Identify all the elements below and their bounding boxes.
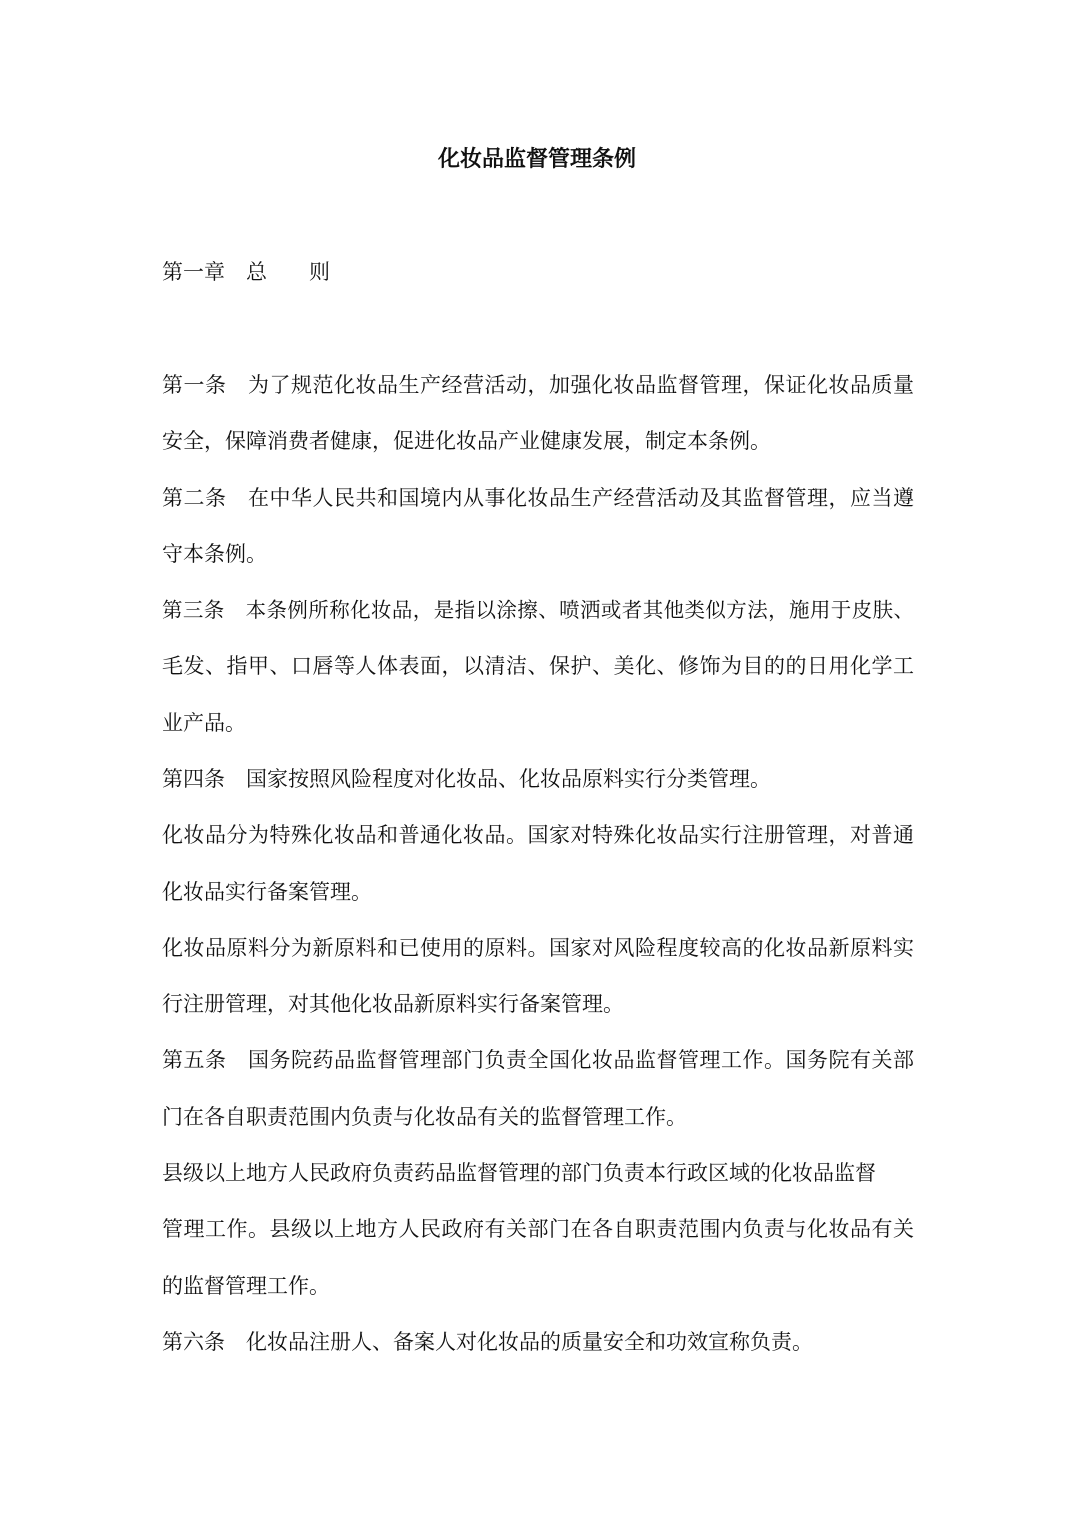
text-line: 行注册管理，对其他化妆品新原料实行备案管理。: [162, 992, 624, 1016]
text-line: 安全，保障消费者健康，促进化妆品产业健康发展，制定本条例。: [162, 429, 771, 453]
text-line: 第一条 为了规范化妆品生产经营活动，加强化妆品监督管理，保证化妆品质量: [162, 373, 914, 397]
text-line: 化妆品分为特殊化妆品和普通化妆品。国家对特殊化妆品实行注册管理，对普通: [162, 823, 914, 847]
text-line: 管理工作。县级以上地方人民政府有关部门在各自职责范围内负责与化妆品有关: [162, 1217, 914, 1241]
text-line: 守本条例。: [162, 542, 267, 566]
chapter-heading: 第一章 总 则: [162, 260, 330, 284]
text-line: 门在各自职责范围内负责与化妆品有关的监督管理工作。: [162, 1105, 687, 1129]
text-line: 的监督管理工作。: [162, 1274, 330, 1298]
text-line: 第二条 在中华人民共和国境内从事化妆品生产经营活动及其监督管理，应当遵: [162, 486, 914, 510]
text-line: 第六条 化妆品注册人、备案人对化妆品的质量安全和功效宣称负责。: [162, 1330, 813, 1354]
page-title: 化妆品监督管理条例: [437, 147, 636, 172]
text-line: 化妆品原料分为新原料和已使用的原料。国家对风险程度较高的化妆品新原料实: [162, 936, 914, 960]
text-line: 毛发、指甲、口唇等人体表面，以清洁、保护、美化、修饰为目的的日用化学工: [162, 654, 914, 678]
text-line: 第四条 国家按照风险程度对化妆品、化妆品原料实行分类管理。: [162, 767, 771, 791]
text-line: 第五条 国务院药品监督管理部门负责全国化妆品监督管理工作。国务院有关部: [162, 1048, 914, 1072]
text-line: 第三条 本条例所称化妆品，是指以涂擦、喷洒或者其他类似方法，施用于皮肤、: [162, 598, 914, 622]
text-line: 县级以上地方人民政府负责药品监督管理的部门负责本行政区域的化妆品监督: [162, 1161, 876, 1185]
text-line: 化妆品实行备案管理。: [162, 880, 372, 904]
text-line: 业产品。: [162, 711, 246, 735]
